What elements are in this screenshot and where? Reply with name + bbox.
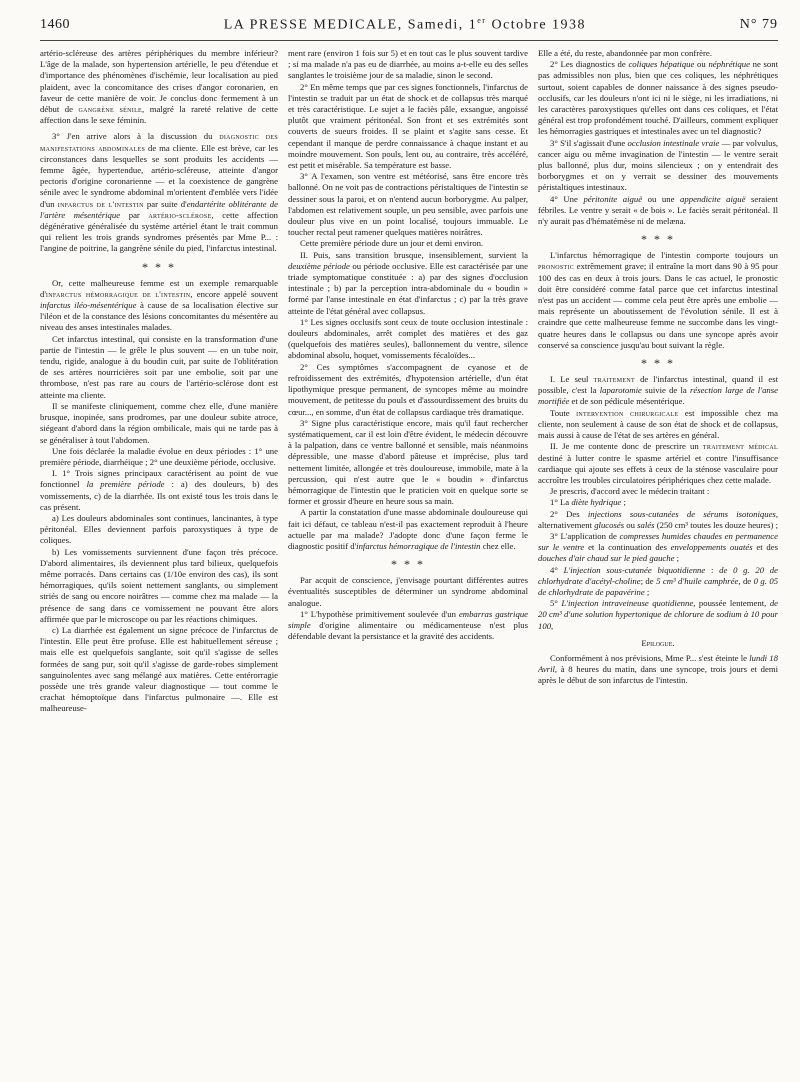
paragraph: 2° En même temps que par ces signes fonctionnels, l'infarctus de l'intestin se traduit par un état de shock et de collapsus très marqué et très caractéristique. Le sujet a le faciès pâle, exsangue, angoissé plutôt que vraiment péritonéal. Son front et ses extrémités sont couverts de sueurs froides. Il se plaint et s'agite sans cesse. Et cependant il manque de perdre connaissance à chaque instant et au moindre mouvement. Son pouls, lent ou, au contraire, très accéléré, est petit et misérable. Sa température est basse. [288, 81, 528, 171]
section-heading-epilogue: Epilogue. [641, 637, 675, 648]
paragraph: Toute intervention chirurgicale est impossible chez ma cliente, non seulement à cause de son état de shock et de collapsus, mais aussi à cause de l'état de ses artères en général. [538, 407, 778, 441]
paragraph: Par acquit de conscience, j'envisage pourtant différentes autres éventualités susceptibles de déterminer un syndrome abdominal analogue. [288, 575, 528, 608]
page-number: 1460 [40, 17, 70, 32]
header-rule [40, 40, 778, 41]
list-item: 5° L'injection intraveineuse quotidienne, poussée lentement, de 20 cm³ d'une solution hypertonique de chlorure de sodium à 10 pour 100, [538, 598, 778, 631]
paragraph: a) Les douleurs abdominales sont continues, lancinantes, à type péritonéal. Elles deviennent parfois paroxystiques à type de coliques. [40, 512, 278, 546]
list-item: 4° L'injection sous-cutanée biquotidienne : de 0 g. 20 de chlorhydrate d'acétyl-choline; de 5 cm³ d'huile camphrée, de 0 g. 05 de chlorhydrate de papavérine ; [538, 564, 778, 597]
paragraph: 2° Les diagnostics de coliques hépatique ou néphrétique ne sont pas admissibles non plus, bien que ces coliques, les néphrétiques surtout, soient capables de donner naissance à des signes pseudo-occlusifs, car les douleurs n'ont ici ni le siège, ni les irradiations, ni les caractères paroxystiques qu'elles ont dans ces coliques, et l'état général est trop profondément touché. D'ailleurs, comment expliquer les hémorragies gastriques et intestinales avec un tel diagnostic? [538, 59, 778, 137]
paragraph: Il se manifeste cliniquement, comme chez elle, d'une manière brusque, inopinée, sans prodromes, par une douleur subite atroce, siégeant d'abord dans la région ombilicale, mais qui ne tarde pas à se généraliser à tout l'abdomen. [40, 400, 278, 445]
paragraph: Or, cette malheureuse femme est un exemple remarquable d'infarctus hémorragique de l'intestin, encore appelé souvent infarctus iléo-mésentérique à cause de sa localisation élective sur l'iléon et de la constance des lésions concomitantes du mésentère au niveau des anses intestinales malades. [40, 277, 278, 333]
paragraph: 3° S'il s'agissait d'une occlusion intestinale vraie — par volvulus, cancer aigu ou même invagination de l'intestin — le ventre serait plus ballonné, plus dur, moins silencieux ; on y entendrait des borborygmes et on y verrait se dessiner des mouvements péristaltiques intestinaux. [538, 137, 778, 193]
paragraph: 3° A l'examen, son ventre est météorisé, sans être encore très ballonné. On ne voit pas de contractions péristaltiques de l'intestin se dessiner sous la paroi, et on n'entend aucun borborygme. Au palper, l'abdomen est relativement souple, un peu sensible, avec parfois une douleur plus vive en un point localisé, toujours immuable. Le toucher rectal peut ramener quelques matières noirâtres. [288, 171, 528, 238]
page-header [40, 13, 778, 37]
journal-name: LA PRESSE MEDICALE, [223, 17, 403, 33]
paragraph: I. 1° Trois signes principaux caractérisent au point de vue fonctionnel la première période : a) des douleurs, b) des vomissements, c) de la diarrhée. Ils ont existé tous les trois dans le cas présent. [40, 468, 278, 512]
paragraph: I. Le seul traitement de l'infarctus intestinal, quand il est possible, c'est la laparotomie suivie de la résection large de l'anse mortifiée et de son pédicule mésentérique. [538, 374, 778, 407]
paragraph: 1° Les signes occlusifs sont ceux de toute occlusion intestinale : douleurs abdominales, arrêt complet des matières et des gaz (quelquefois des matières seules), ballonnement du ventre, silence abdominal absolu, hoquet, vomissements fécaloïdes... [288, 316, 528, 361]
issue-number: N° 79 [739, 17, 778, 32]
paragraph: 4° Une péritonite aiguë ou une appendicite aiguë seraient fébriles. Le ventre y serait « de bois ». Le faciès serait péritonéal. Il n'y aurait pas d'hématémèse ni de melæna. [538, 193, 778, 227]
paragraph: Cette première période dure un jour et demi environ. [300, 238, 484, 249]
paragraph: Elle a été, du reste, abandonnée par mon confrère. [538, 48, 712, 58]
running-title [224, 16, 586, 34]
section-separator: * * * [142, 259, 176, 274]
column-3 [538, 48, 778, 687]
paragraph: Cet infarctus intestinal, qui consiste en la transformation d'une partie de l'intestin — le grêle le plus souvent — en un tube noir, tendu, rigide, analogue à du boudin cuit, par suite de l'oblitération de ses artères nourricières soit par une embolie, soit par une thrombose, n'est pas rare au cours de l'artério-sclérose dont est atteinte ma cliente. [40, 333, 278, 400]
paragraph: 2° Ces symptômes s'accompagnent de cyanose et de refroidissement des extrémités, d'hypotension artérielle, d'un état lipothymique presque permanent, de syncopes même au moindre mouvement, de petitesse du pouls et d'assourdissement des bruits du cœur..., en somme, d'un état de collapsus cardiaque très dramatique. [288, 361, 528, 417]
paragraph: artério-scléreuse des artères périphériques du membre inférieur? L'âge de la malade, son hypertension artérielle, le peu d'étendue et d'importance des phénomènes d'ischémie, leur localisation au pied plaident, avec la concomitance des crises d'angor coronarien, en faveur de cette manière de voir. Je conclus donc fermement à un début de gangrène sénile, malgré la rareté relative de cette affection dans le sexe féminin. [40, 48, 278, 126]
paragraph: 3° Signe plus caractéristique encore, mais qu'il faut rechercher systématiquement, car il est loin d'être évident, le médecin découvre à la palpation, dans ce ventre ballonné et sensible, mais néanmoins dépressible, une masse d'abord pâteuse et imprécise, plus tard nettement limitée, allongée et très douloureuse, immobile, mate à la percussion, qui n'est autre que le « boudin » d'infarctus hémorragique de l'intestin que le praticien voit en quelque sorte se former et grossir d'heure en heure sous sa main. [288, 417, 528, 507]
paragraph: II. Puis, sans transition brusque, insensiblement, survient la deuxième période ou période occlusive. Elle est caractérisée par une triade symptomatique constituée : a) par des signes d'occlusion intestinale ; b) par la perception intra-abdominale du « boudin » formé par l'anse intestinale en état d'infarctus ; c) par la très grave atteinte de l'état général avec collapsus. [288, 249, 528, 316]
paragraph: Conformément à nos prévisions, Mme P... s'est éteinte le lundi 18 Avril, à 8 heures du matin, dans une syncope, trois jours et demi après le début de son infarctus de l'intestin. [538, 652, 778, 686]
paragraph: c) La diarrhée est également un signe précoce de l'infarctus de l'intestin. Elle peut être profuse. Elle est habituellement séreuse ; mais elle est quelquefois sanglante, soit qu'il s'agisse de selles formées de sang pur, soit qu'il s'agisse de garde-robes simplement sanguinolentes avec sang mélangé aux matières. Cette entérorragie possède une très grande valeur diagnostique — tout comme le crachat hémoptoïque dans l'infarctus pulmonaire —. Elle est malheureuse- [40, 624, 278, 714]
issue-date-suffix: Octobre 1938 [486, 17, 587, 33]
paragraph: A partir la constatation d'une masse abdominale douloureuse qui fait ici défaut, ce tableau n'est-il pas exactement reproduit à l'heure actuelle par ma malade? J'adopte donc d'une façon ferme le diagnostic positif d'infarctus hémorragique de l'intestin chez elle. [288, 507, 528, 551]
paragraph: 3° J'en arrive alors à la discussion du diagnostic des manifestations abdominales de ma cliente. Elle est brève, car les circonstances dans lesquelles se sont produits les accidents — femme âgée, hypertendue, artério-scléreuse, atteinte d'angor pectoris d'origine coronarienne — et la coexistence de gangrène sénile avec le syndrome abdominal m'orientent d'emblée vers l'idée d'un infarctus de l'intestin par suite d'endartérite oblitérante de l'artère mésentérique par artério-sclérose, cette affection dégénérative généralisée du système artériel étant le trait commun qui relient les trois grands syndromes présentés par Mme P... : l'angine de poitrine, la gangrène sénile du pied, l'infarctus intestinal. [40, 131, 278, 254]
paragraph: b) Les vomissements surviennent d'une façon très précoce. D'abord alimentaires, ils deviennent plus tard bilieux, quelquefois même porracés. Dans certains cas (1/10e environ des cas), ils sont hémorragiques, qu'ils soient nettement sanglants, ou simplement striés de sang ou encore noirâtres — comme chez ma malade — la présence de sang dans ce vomissement ne pouvant être alors affirmée que par le microscope ou par les réactions chimiques. [40, 546, 278, 624]
section-separator: * * * [391, 557, 425, 572]
column-1 [40, 48, 278, 715]
paragraph: L'infarctus hémorragique de l'intestin comporte toujours un pronostic extrêmement grave; il entraîne la mort dans 90 à 95 pour 100 des cas en deux à trois jours. Dans le cas actuel, le pronostic doit être considéré comme fatal parce que cet infarctus intestinal n'est pas un accident — comme cela peut être après une embolie — mais représente un aboutissement de l'évolution sénile. Il est à craindre que cette malheureuse femme ne succombe dans les vingt-quatre heures dans le collapsus ou dans une syncope après avoir conservé sa conscience jusqu'au bout suivant la règle. [538, 250, 778, 350]
list-item: 1° La diète hydrique ; [550, 497, 626, 508]
issue-date-sup: er [477, 16, 487, 26]
paragraph: 1° L'hypothèse primitivement soulevée d'un embarras gastrique simple d'origine alimentaire ou médicamenteuse n'est plus défendable devant la persistance et la gravité des accidents. [288, 608, 528, 642]
column-2 [288, 48, 528, 642]
section-separator: * * * [641, 356, 675, 371]
section-separator: * * * [641, 232, 675, 247]
paragraph: Une fois déclarée la maladie évolue en deux périodes : 1° une première période, diarrhéique ; 2° une deuxième période, occlusive. [40, 445, 278, 467]
list-item: 2° Des injections sous-cutanées de sérums isotoniques, alternativement glucosés ou salés (250 cm³ toutes les douze heures) ; [538, 508, 778, 530]
paragraph: II. Je me contente donc de prescrire un traitement médical destiné à lutter contre le spasme artériel et contre l'insuffisance cardiaque qui ajoute ses effets à ceux de la sténose vasculaire pour accroître les troubles circulatoires périphériques chez cette malade. [538, 441, 778, 485]
issue-date-prefix: Samedi, 1 [407, 17, 478, 33]
paragraph: Je prescris, d'accord avec le médecin traitant : [550, 486, 710, 497]
paragraph: ment rare (environ 1 fois sur 5) et en tout cas le plus souvent tardive ; si ma malade n'a pas eu de diarrhée, au moins a-t-elle eu des selles sanglantes le troisième jour de sa maladie, sinon le second. [288, 48, 528, 81]
list-item: 3° L'application de compresses humides chaudes en permanence sur le ventre et la continuation des enveloppements ouatés et des douches d'air chaud sur le pied gauche ; [538, 530, 778, 564]
